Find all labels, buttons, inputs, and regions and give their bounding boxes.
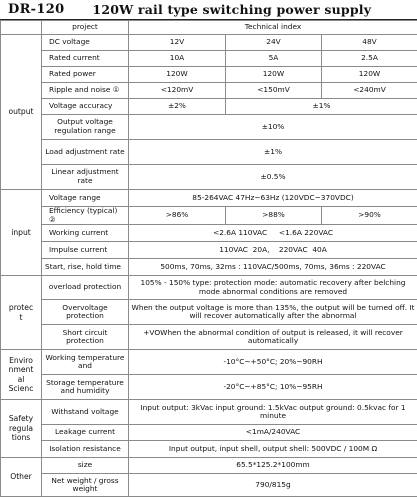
table-row [1, 190, 417, 207]
cell-value: 110VAC 20A, 220VAC 40A [129, 242, 417, 259]
table-row [1, 99, 417, 115]
cell-value: -20°C~+85°C; 10%~95RH [129, 375, 417, 400]
table-row [1, 51, 417, 67]
cell-value: 10A [129, 51, 226, 67]
cell-value: ±1% [226, 99, 417, 115]
cell-value: 48V [322, 35, 417, 51]
table-row [1, 474, 417, 497]
row-label: DC voltage [42, 35, 129, 51]
cell-value: 5A [226, 51, 322, 67]
title-bar [0, 0, 417, 20]
row-label: Working current [42, 225, 129, 242]
cell-value: 120W [129, 67, 226, 83]
cell-value: 2.5A [322, 51, 417, 67]
model-name: DR-120 [8, 2, 65, 17]
row-label: Working temperature and [42, 350, 129, 375]
cell-value: 790/815g [129, 474, 417, 497]
table-row [1, 83, 417, 99]
row-label: Start, rise, hold time [42, 259, 129, 276]
row-label: Linear adjustment rate [42, 165, 129, 190]
row-label: Impulse current [42, 242, 129, 259]
row-label: Output voltage regulation range [42, 115, 129, 140]
header-blank [1, 21, 42, 35]
cell-value: 120W [226, 67, 322, 83]
row-label: Ripple and noise ① [42, 83, 129, 99]
row-label: overload protection [42, 276, 129, 300]
cell-value: 120W [322, 67, 417, 83]
row-label: Rated current [42, 51, 129, 67]
table-row [1, 225, 417, 242]
table-row [1, 325, 417, 350]
table-row [1, 67, 417, 83]
cell-value: <1mA/240VAC [129, 425, 417, 441]
table-row [1, 140, 417, 165]
header-technical: Technical index [129, 21, 417, 35]
row-label: Storage temperature and humidity [42, 375, 129, 400]
section-output: output [1, 35, 42, 190]
table-row [1, 276, 417, 300]
cell-value: -10°C~+50°C; 20%~90RH [129, 350, 417, 375]
table-row [1, 259, 417, 276]
row-label: Short circuit protection [42, 325, 129, 350]
cell-value: >88% [226, 207, 322, 225]
cell-value: 500ms, 70ms, 32ms : 110VAC/500ms, 70ms, 36ms : 220VAC [129, 259, 417, 276]
table-row [1, 375, 417, 400]
document-title: 120W rail type switching power supply [92, 2, 372, 17]
table-row [1, 35, 417, 51]
table-row [1, 425, 417, 441]
cell-value: 85-264VAC 47Hz~63Hz (120VDC~370VDC) [129, 190, 417, 207]
cell-value: >90% [322, 207, 417, 225]
section-safety: Safety regula tions [1, 400, 42, 458]
row-label: Load adjustment rate [42, 140, 129, 165]
table-row [1, 207, 417, 225]
row-label: Withstand voltage [42, 400, 129, 425]
cell-value: 105% - 150% type: protection mode: automatic recovery after belching mode abnormal conditions are removed [129, 276, 417, 300]
cell-value: <2.6A 110VAC <1.6A 220VAC [129, 225, 417, 242]
row-label: Overvoltage protection [42, 300, 129, 325]
cell-value: <240mV [322, 83, 417, 99]
section-other: Other [1, 458, 42, 497]
row-label: Rated power [42, 67, 129, 83]
cell-value: When the output voltage is more than 135%, the output will be turned off. It will recover automatically after the abnormal [129, 300, 417, 325]
table-row [1, 400, 417, 425]
cell-value: 65.5*125.2*100mm [129, 458, 417, 474]
cell-value: >86% [129, 207, 226, 225]
table-row [1, 242, 417, 259]
cell-value: ±10% [129, 115, 417, 140]
row-label: size [42, 458, 129, 474]
cell-value: <120mV [129, 83, 226, 99]
cell-value: 12V [129, 35, 226, 51]
cell-value: <150mV [226, 83, 322, 99]
row-label: Voltage accuracy [42, 99, 129, 115]
row-label: Voltage range [42, 190, 129, 207]
cell-value: ±0.5% [129, 165, 417, 190]
section-protect: protec t [1, 276, 42, 350]
table-row [1, 165, 417, 190]
table-row [1, 458, 417, 474]
row-label: Net weight / gross weight [42, 474, 129, 497]
table-row [1, 115, 417, 140]
section-environment: Enviro nment al Scienc [1, 350, 42, 400]
section-input: input [1, 190, 42, 276]
row-label: Efficiency (typical) ② [42, 207, 129, 225]
table-row [1, 441, 417, 458]
row-label: Isolation resistance [42, 441, 129, 458]
cell-value: +VOWhen the abnormal condition of output is released, it will recover automatically [129, 325, 417, 350]
spec-table [0, 20, 417, 497]
cell-value: Input output: 3kVac input ground: 1.5kVac output ground: 0.5kvac for 1 minute [129, 400, 417, 425]
row-label: Leakage current [42, 425, 129, 441]
table-row [1, 350, 417, 375]
table-row [1, 300, 417, 325]
header-project: project [42, 21, 129, 35]
cell-value: Input output, input shell, output shell: 500VDC / 100M Ω [129, 441, 417, 458]
cell-value: 24V [226, 35, 322, 51]
cell-value: ±1% [129, 140, 417, 165]
header-row [1, 21, 417, 35]
cell-value: ±2% [129, 99, 226, 115]
